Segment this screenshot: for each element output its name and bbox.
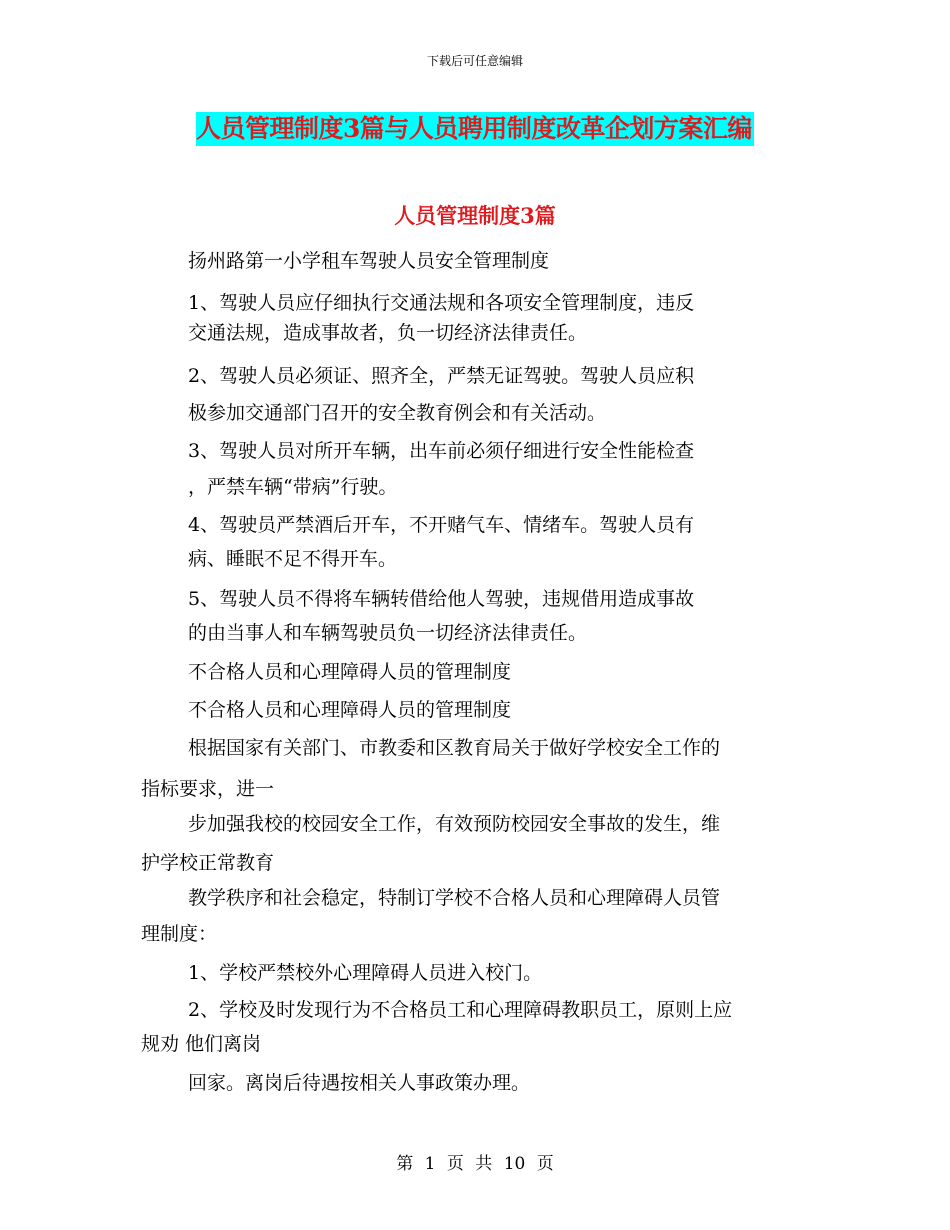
body-line: 3、驾驶人员对所开车辆，出车前必须仔细进行安全性能检查 bbox=[188, 440, 695, 462]
body-line: 1、学校严禁校外心理障碍人员进入校门。 bbox=[188, 962, 543, 984]
body-line: 教学秩序和社会稳定，特制订学校不合格人员和心理障碍人员管 bbox=[188, 887, 721, 909]
body-line: 根据国家有关部门、市教委和区教育局关于做好学校安全工作的 bbox=[188, 737, 721, 759]
section-title: 人员管理制度3篇 bbox=[394, 203, 556, 228]
body-line: 2、学校及时发现行为不合格员工和心理障碍教职员工，原则上应 bbox=[188, 999, 733, 1021]
header-note: 下载后可任意编辑 bbox=[426, 54, 523, 68]
body-line: 极参加交通部门召开的安全教育例会和有关活动。 bbox=[188, 402, 607, 424]
body-line: 回家。离岗后待遇按相关人事政策办理。 bbox=[188, 1072, 531, 1094]
body-line: 扬州路第一小学租车驾驶人员安全管理制度 bbox=[188, 250, 550, 272]
body-line: 理制度： bbox=[141, 923, 218, 945]
body-line: 5、驾驶人员不得将车辆转借给他人驾驶，违规借用造成事故 bbox=[188, 588, 695, 610]
body-line: 指标要求，进一 bbox=[141, 778, 275, 800]
body-line: 1、驾驶人员应仔细执行交通法规和各项安全管理制度，违反 bbox=[188, 292, 695, 314]
body-line: 2、驾驶人员必须证、照齐全，严禁无证驾驶。驾驶人员应积 bbox=[188, 365, 695, 387]
body-line: 不合格人员和心理障碍人员的管理制度 bbox=[188, 699, 512, 721]
page-indicator: 第 1 页 共 10 页 bbox=[396, 1154, 554, 1174]
document-title: 人员管理制度3篇与人员聘用制度改革企划方案汇编 bbox=[196, 112, 754, 146]
body-line: 交通法规，造成事故者，负一切经济法律责任。 bbox=[188, 322, 588, 344]
body-line: 4、驾驶员严禁酒后开车，不开赌气车、情绪车。驾驶人员有 bbox=[188, 514, 695, 536]
body-line: 规劝 他们离岗 bbox=[141, 1033, 262, 1055]
body-line: ，严禁车辆“带病”行驶。 bbox=[188, 476, 398, 498]
body-line: 病、睡眠不足不得开车。 bbox=[188, 548, 398, 570]
body-line: 不合格人员和心理障碍人员的管理制度 bbox=[188, 661, 512, 683]
body-line: 护学校正常教育 bbox=[141, 852, 275, 874]
body-line: 步加强我校的校园安全工作，有效预防校园安全事故的发生，维 bbox=[188, 813, 721, 835]
body-line: 的由当事人和车辆驾驶员负一切经济法律责任。 bbox=[188, 622, 588, 644]
